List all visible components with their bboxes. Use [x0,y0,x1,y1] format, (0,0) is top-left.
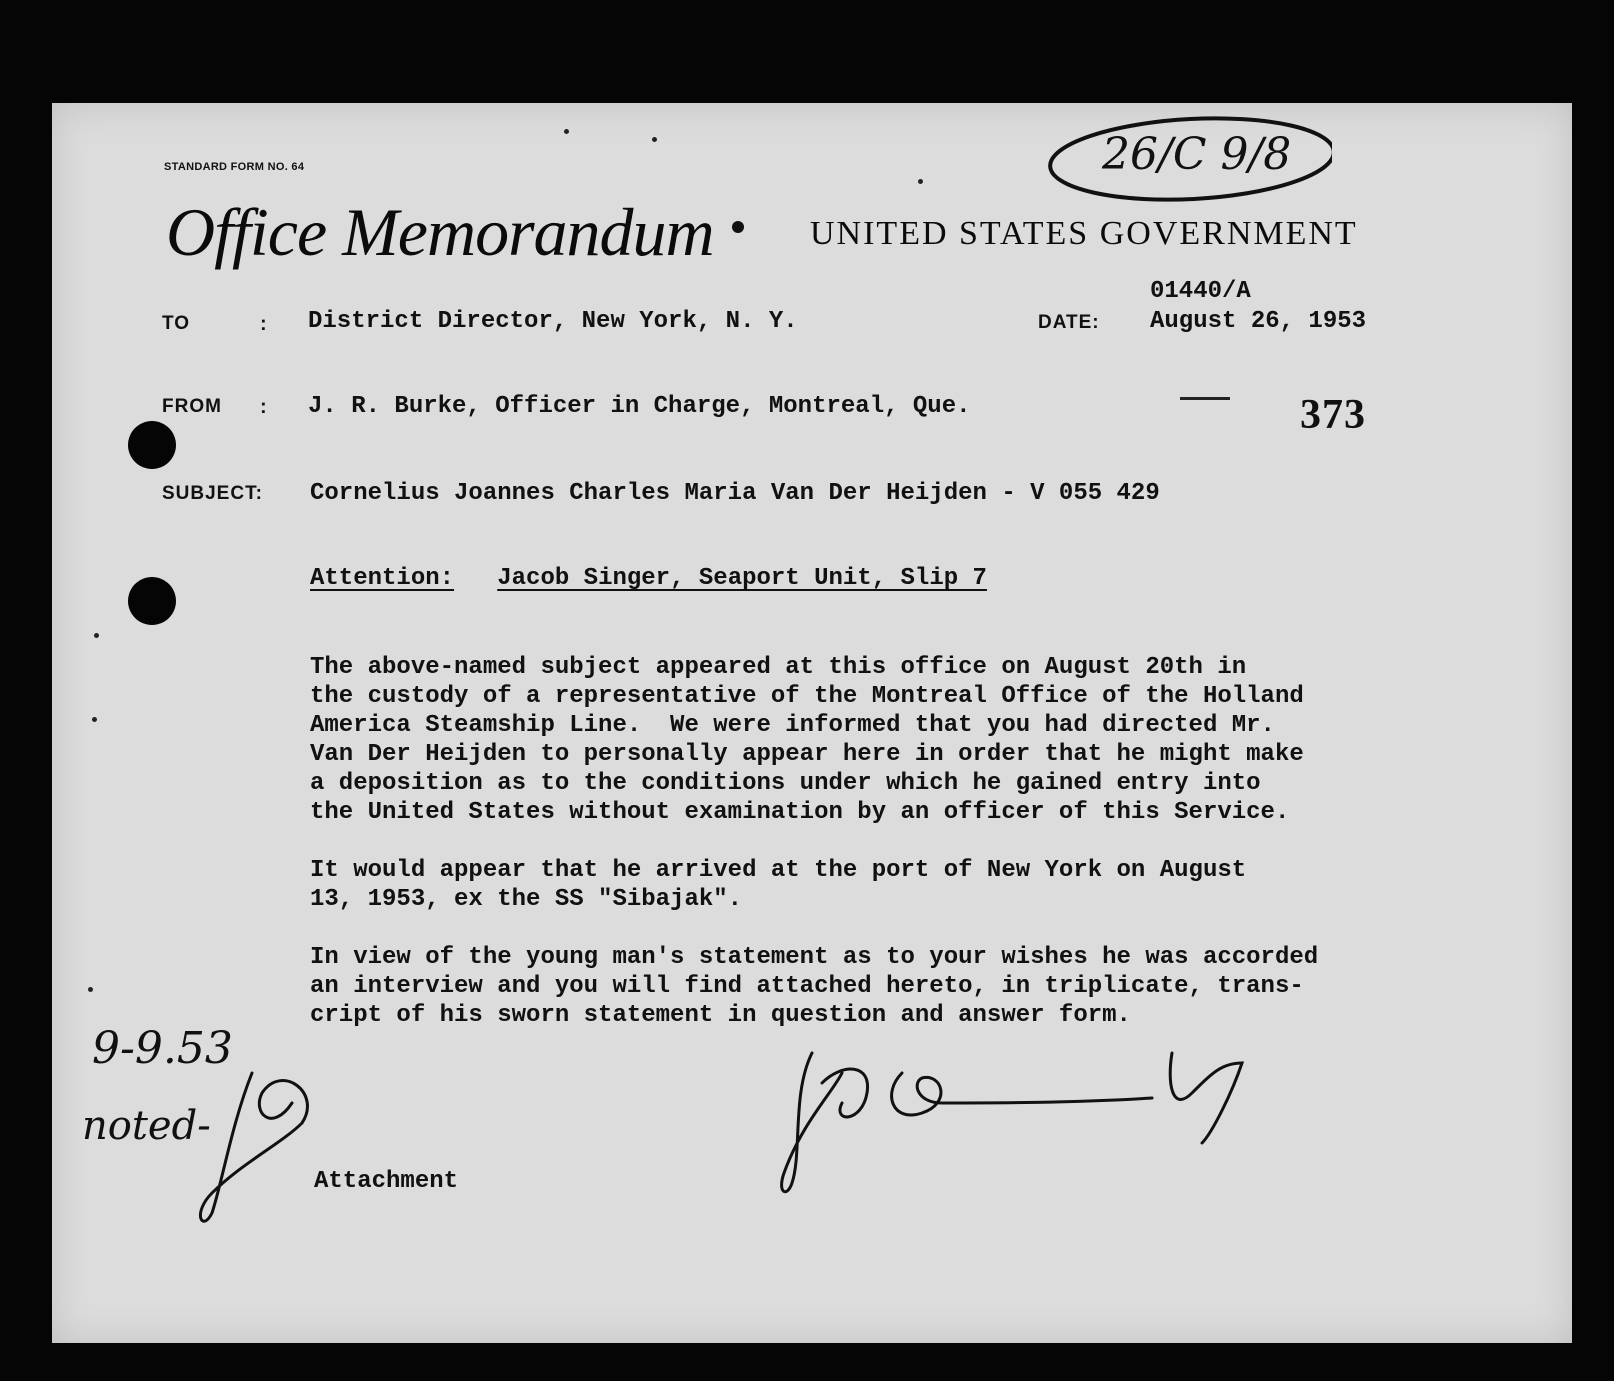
body-paragraph-3: In view of the young man's statement as to your wishes he was accorded an interview and you will find attached hereto, in triplicate, trans- cript of his sworn statement in question and answer form. [310,944,1319,1029]
paper-speck [92,717,97,722]
title-separator-dot [732,221,744,233]
date-value: August 26, 1953 [1150,308,1367,335]
attention-label: Attention: [310,565,455,592]
paper-speck [88,987,93,992]
signature [772,1033,1292,1203]
attention-value: Jacob Singer, Seaport Unit, Slip 7 [497,565,987,592]
punch-hole-top [128,421,176,469]
page-number-dash [1180,397,1230,400]
to-colon: : [260,313,267,335]
agency-name: UNITED STATES GOVERNMENT [810,215,1358,252]
to-label: TO [162,313,191,334]
from-label: FROM [162,396,222,417]
subject-value: Cornelius Joannes Charles Maria Van Der Heijden - V 055 429 [310,480,1160,507]
handwritten-note: noted- [82,1103,211,1149]
to-value: District Director, New York, N. Y. [308,308,798,335]
body-paragraph-1: The above-named subject appeared at this office on August 20th in the custody of a representative of the Montreal Office of the Holland America Steamship Line. We were informed that you had directed Mr. Van Der Heijden to personally appear here in order that he might make a deposition as to the conditions under which he gained entry into the United States without examination by an officer of this Service. [310,654,1304,826]
form-number: STANDARD FORM NO. 64 [164,161,305,173]
date-label: DATE: [1038,312,1100,333]
file-number: 01440/A [1150,278,1251,305]
from-colon: : [260,396,267,418]
page-number: 373 [1300,392,1366,438]
memo-title: Office Memorandum [166,194,714,270]
paper-speck [564,129,569,134]
subject-label: SUBJECT: [162,483,263,504]
attachment-label: Attachment [314,1168,459,1195]
punch-hole-bottom [128,577,176,625]
paper-speck [918,179,923,184]
body-paragraph-2: It would appear that he arrived at the port of New York on August 13, 1953, ex the SS "Sibajak". [310,857,1247,913]
memo-page [52,103,1572,1343]
handwritten-reference: 26/C 9/8 [1102,129,1292,180]
handwritten-date: 9-9.53 [92,1023,233,1074]
attention-line [310,565,987,592]
from-value: J. R. Burke, Officer in Charge, Montreal, Que. [308,393,971,420]
handwritten-initials [192,1063,332,1233]
paper-speck [94,633,99,638]
paper-speck [652,137,657,142]
